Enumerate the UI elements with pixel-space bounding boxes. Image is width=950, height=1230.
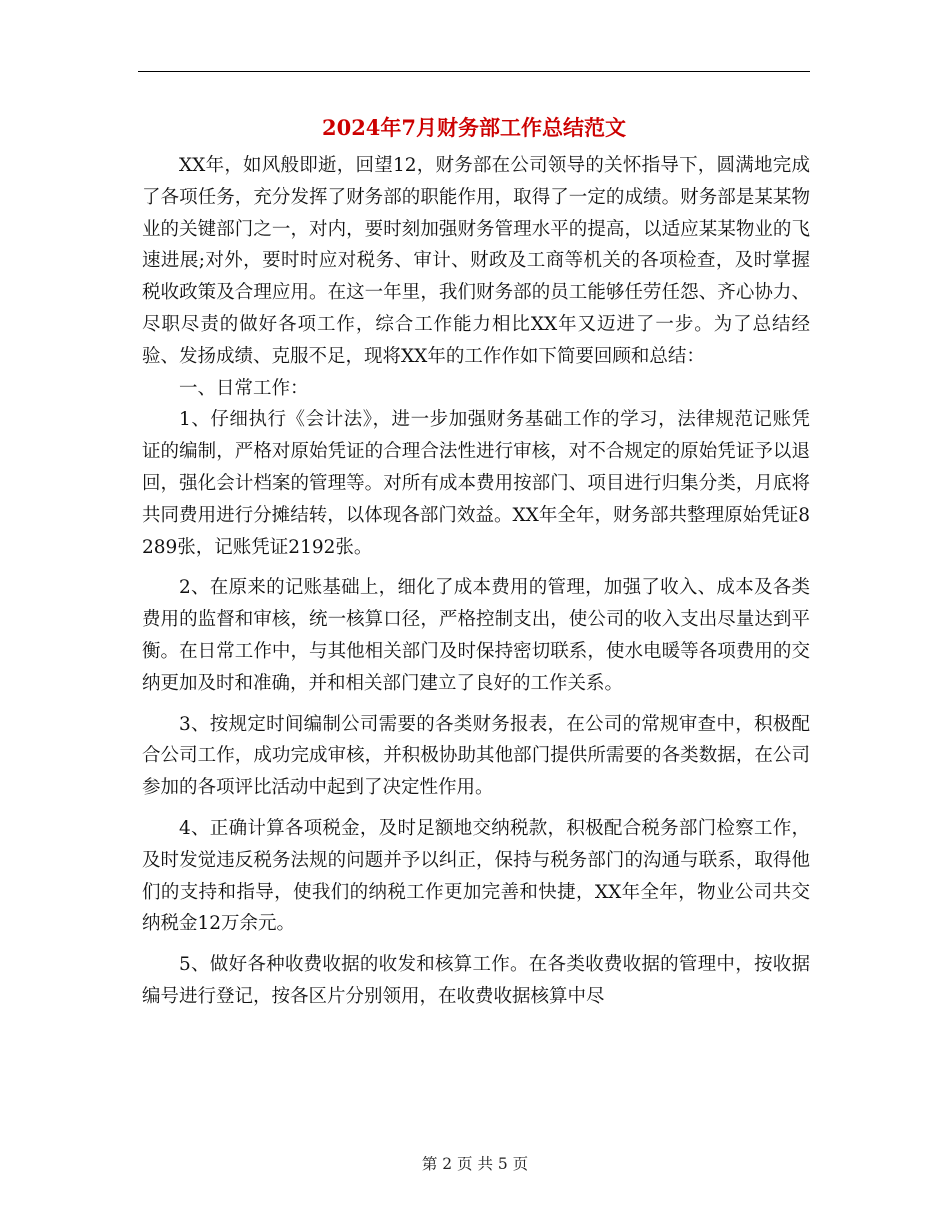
document-body	[142, 150, 810, 1013]
paragraph-item-3: 3、按规定时间编制公司需要的各类财务报表，在公司的常规审查中，积极配合公司工作，成功完成审核，并积极协助其他部门提供所需要的各类数据，在公司参加的各项评比活动中起到了决定性作用。	[142, 713, 810, 799]
paragraph-item-5: 5、做好各种收费收据的收发和核算工作。在各类收费收据的管理中，按收据编号进行登记，按各区片分别领用，在收费收据核算中尽	[142, 954, 810, 1007]
header-rule	[138, 71, 810, 72]
document-title: 2024年7月财务部工作总结范文	[321, 115, 627, 140]
paragraph-intro: XX年，如风般即逝，回望12，财务部在公司领导的关怀指导下，圆满地完成了各项任务，充分发挥了财务部的职能作用，取得了一定的成绩。财务部是某某物业的关键部门之一，对内，要时刻加强财务管理水平的提高，以适应某某物业的飞速进展;对外，要时时应对税务、审计、财政及工商等机关的各项检查，及时掌握税收政策及合理应用。在这一年里，我们财务部的员工能够任劳任怨、齐心协力、尽职尽责的做好各项工作，综合工作能力相比XX年又迈进了一步。为了总结经验、发扬成绩、克服不足，现将XX年的工作作如下简要回顾和总结：	[142, 155, 810, 367]
paragraph-item-4: 4、正确计算各项税金，及时足额地交纳税款，积极配合税务部门检察工作，及时发觉违反税务法规的问题并予以纠正，保持与税务部门的沟通与联系，取得他们的支持和指导，使我们的纳税工作更加完善和快捷，XX年全年，物业公司共交纳税金12万余元。	[142, 817, 810, 935]
section-heading-daily-work: 一、日常工作：	[179, 377, 309, 399]
paragraph-item-1: 1、仔细执行《会计法》，进一步加强财务基础工作的学习，法律规范记账凭证的编制，严格对原始凭证的合理合法性进行审核，对不合规定的原始凭证予以退回，强化会计档案的管理等。对所有成本费用按部门、项目进行归集分类，月底将共同费用进行分摊结转，以体现各部门效益。XX年全年，财务部共整理原始凭证8289张，记账凭证2192张。	[142, 409, 810, 558]
paragraph-item-2: 2、在原来的记账基础上，细化了成本费用的管理，加强了收入、成本及各类费用的监督和审核，统一核算口径，严格控制支出，使公司的收入支出尽量达到平衡。在日常工作中，与其他相关部门及时保持密切联系，使水电暖等各项费用的交纳更加及时和准确，并和相关部门建立了良好的工作关系。	[142, 577, 810, 694]
page-number-footer: 第 2 页 共 5 页	[421, 1155, 529, 1173]
